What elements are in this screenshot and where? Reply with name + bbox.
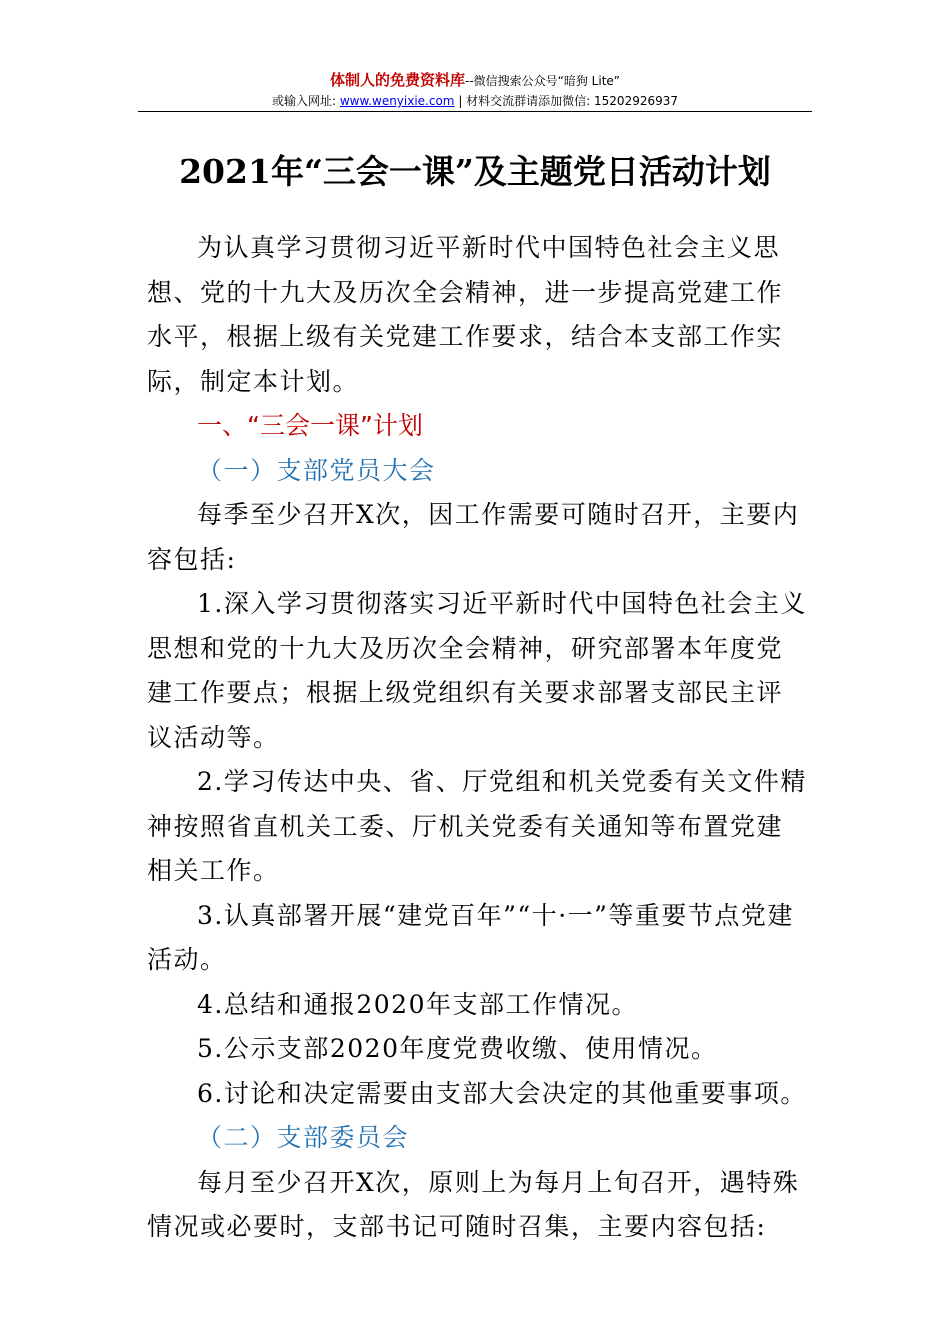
header-brand: 体制人的免费资料库 xyxy=(329,71,465,89)
header-line-2 xyxy=(138,92,812,110)
subsection-heading-2: （二）支部委员会 xyxy=(197,1123,410,1152)
document-body xyxy=(147,226,807,1250)
subsection-2-text: 每月至少召开X次，原则上为每月上旬召开，遇特殊情况或必要时，支部书记可随时召集，主要内容包括: xyxy=(147,1167,800,1241)
list-item: 1.深入学习贯彻落实习近平新时代中国特色社会主义思想和党的十九大及历次全会精神，研究部署本年度党建工作要点；根据上级党组织有关要求部署支部民主评议活动等。 xyxy=(147,589,807,752)
header-line-1 xyxy=(138,70,812,91)
intro-paragraph: 为认真学习贯彻习近平新时代中国特色社会主义思想、党的十九大及历次全会精神，进一步提高党建工作水平，根据上级有关党建工作要求，结合本支部工作实际，制定本计划。 xyxy=(147,233,784,396)
list-item: 4.总结和通报2020年支部工作情况。 xyxy=(197,989,638,1019)
list-item: 2.学习传达中央、省、厅党组和机关党委有关文件精神按照省直机关工委、厅机关党委有关通知等布置党建相关工作。 xyxy=(147,767,807,885)
document-title: 2021年“三会一课”及主题党日活动计划 xyxy=(179,152,771,191)
header-slogan: --微信搜索公众号“暗狗 Lite” xyxy=(464,74,621,88)
list-item: 5.公示支部2020年度党费收缴、使用情况。 xyxy=(197,1034,718,1063)
header-url-link[interactable]: www.wenyixie.com xyxy=(339,94,455,108)
header-divider xyxy=(138,111,812,112)
list-item: 3.认真部署开展“建党百年”“十·一”等重要节点党建活动。 xyxy=(147,900,794,974)
subsection-heading-1: （一）支部党员大会 xyxy=(197,455,436,485)
page-header xyxy=(138,70,812,110)
header-contact: | 材料交流群请添加微信: 15202926937 xyxy=(454,94,679,108)
list-item: 6.讨论和决定需要由支部大会决定的其他重要事项。 xyxy=(197,1078,807,1108)
header-url-prefix: 或输入网址: xyxy=(271,94,340,108)
section-heading-1: 一、“三会一课”计划 xyxy=(197,411,423,440)
subsection-1-text: 每季至少召开X次，因工作需要可随时召开，主要内容包括: xyxy=(147,500,800,574)
